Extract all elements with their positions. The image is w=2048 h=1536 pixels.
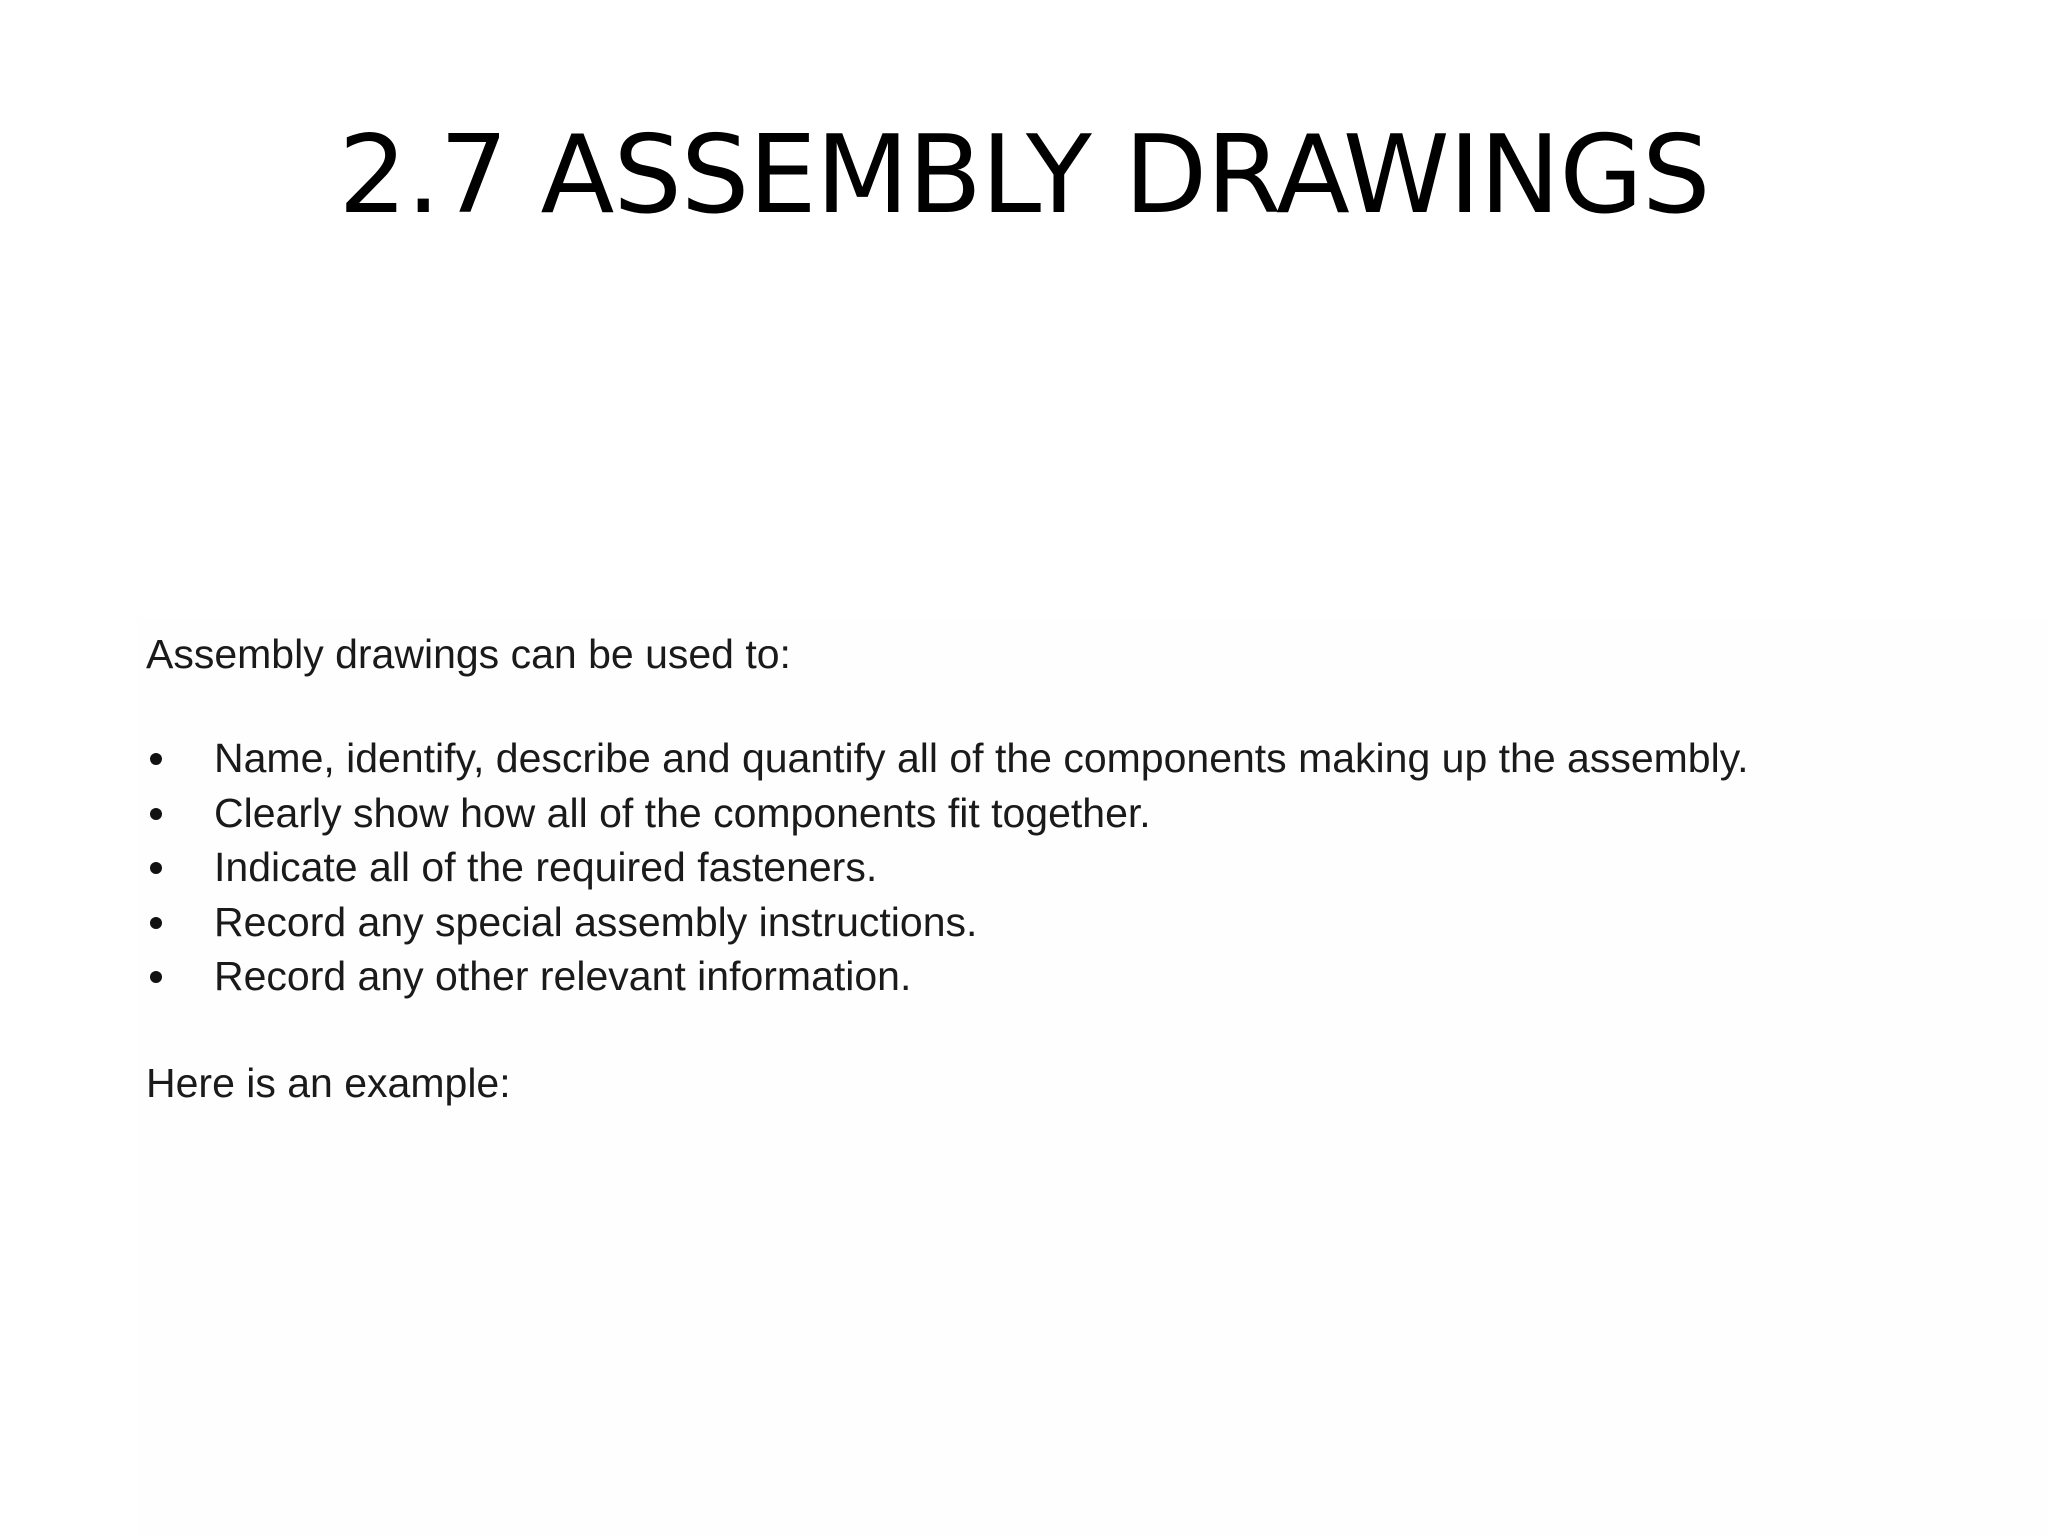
bullet-icon [150,808,162,820]
bullet-icon [150,862,162,874]
intro-text: Assembly drawings can be used to: [146,631,791,677]
bullet-text: Name, identify, describe and quantify all of the components making up the assembly. [214,735,1749,781]
bullet-icon [150,753,162,765]
bullet-text: Record any special assembly instructions. [214,898,978,945]
bullet-text: Indicate all of the required fasteners. [214,844,878,890]
bullet-text: Clearly show how all of the components fit together. [214,789,1151,836]
bullet-text: Record any other relevant information. [214,953,912,999]
bullet-icon [150,971,162,983]
slide-title: 2.7 ASSEMBLY DRAWINGS [338,113,1710,238]
outro-text: Here is an example: [146,1060,511,1106]
bullet-icon [150,917,162,929]
